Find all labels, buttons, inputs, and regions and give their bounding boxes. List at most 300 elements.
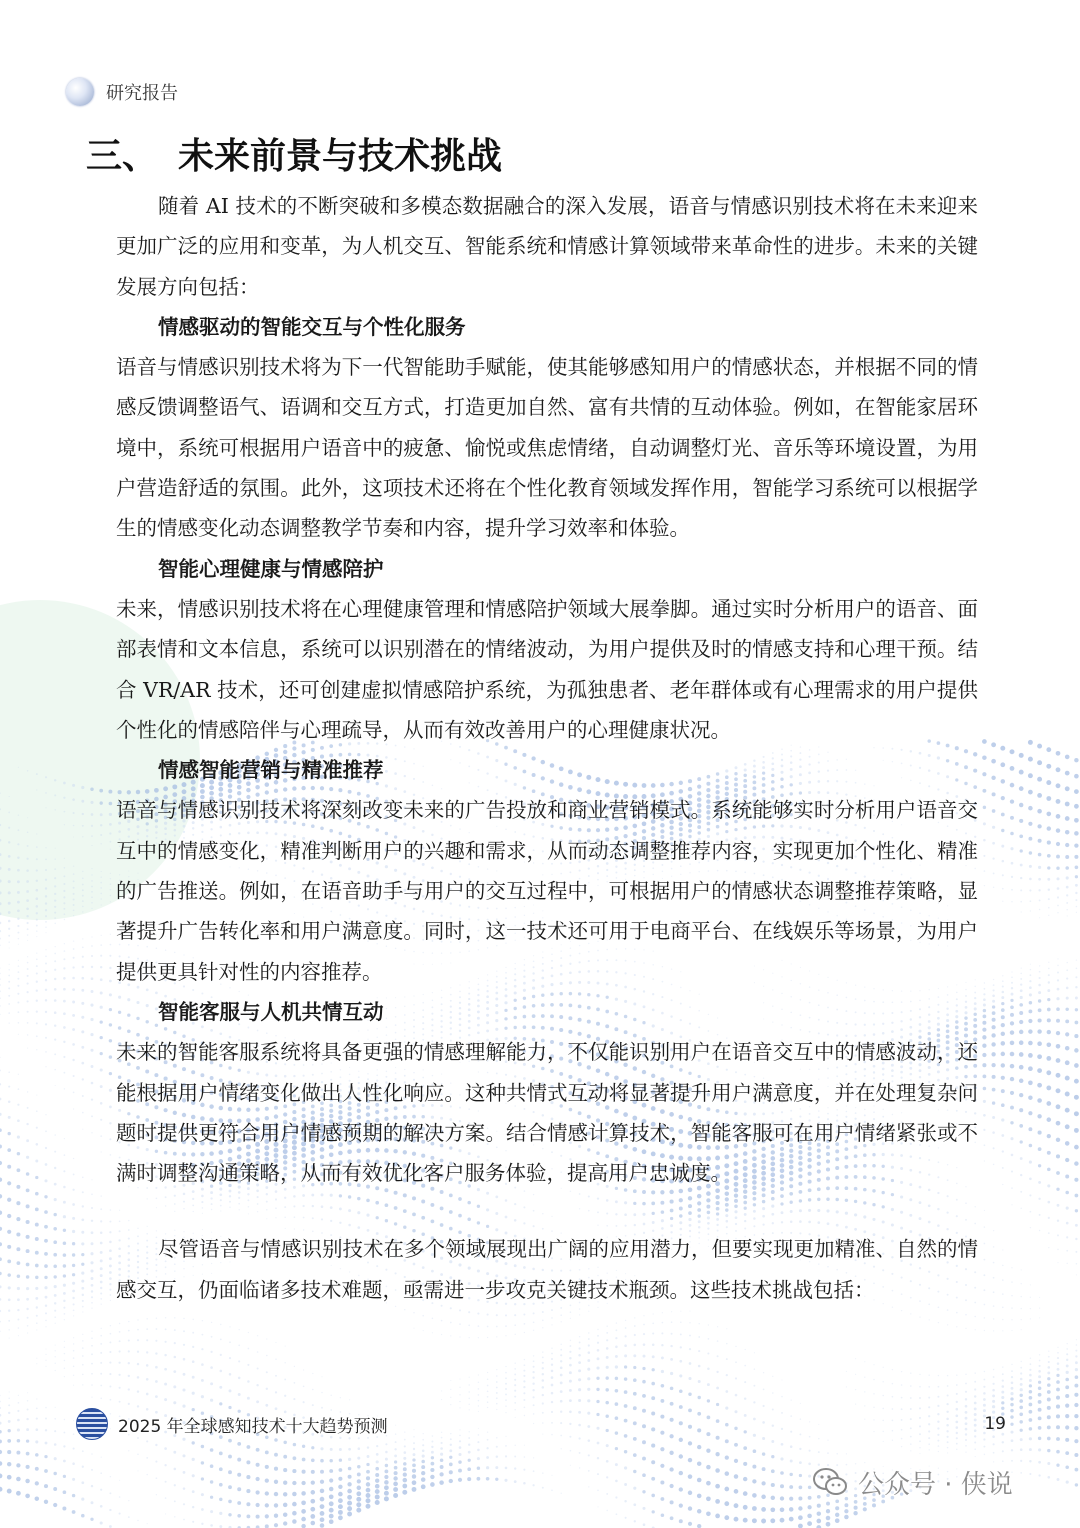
wave-dot [1057,1249,1059,1251]
wave-dot [1047,826,1051,830]
wave-dot [91,945,93,947]
wave-dot [211,1322,212,1323]
wave-dot [18,1034,19,1035]
wave-dot [17,978,19,980]
wave-dot [855,1358,856,1359]
wave-dot [72,1264,75,1267]
wave-dot [54,1316,56,1318]
wave-dot [1057,1234,1059,1236]
wave-dot [1065,855,1069,859]
wave-dot [82,946,84,948]
wave-dot [45,1023,47,1025]
wave-dot [1057,965,1059,967]
wave-dot [16,1247,20,1251]
wave-dot [91,1231,94,1234]
wave-dot [956,1374,957,1375]
wave-dot [450,1335,451,1336]
wave-dot [26,899,29,902]
wave-dot [1002,1319,1003,1320]
wave-dot [63,988,66,991]
wave-dot [109,1122,111,1124]
wave-dot [524,1332,525,1333]
wave-dot [1010,1005,1014,1009]
wave-dot [91,835,93,837]
wave-dot [1000,762,1005,767]
wave-dot [27,983,29,985]
wave-dot [110,1333,112,1335]
wave-dot [35,1176,38,1179]
wave-dot [100,1135,102,1137]
wave-dot [1056,751,1061,756]
wave-dot [0,1057,1,1058]
wave-dot [616,1322,617,1323]
wave-dot [991,776,995,780]
wave-dot [588,1332,589,1333]
wave-dot [27,962,29,964]
wave-dot [63,797,65,799]
wave-dot [45,909,47,911]
wave-dot [1039,1317,1040,1318]
wave-dot [1057,958,1058,959]
wave-dot [81,1062,84,1065]
wave-dot [992,857,994,859]
wave-dot [1020,1191,1022,1193]
wave-dot [17,1261,21,1265]
wave-dot [1021,1269,1022,1270]
wave-dot [992,995,995,998]
wave-dot [91,1284,94,1287]
wave-dot [27,1048,28,1049]
wave-dot [26,890,29,893]
wave-dot [1002,975,1003,976]
wave-dot [606,1325,607,1326]
wave-dot [7,1230,11,1234]
wave-dot [1021,1319,1022,1320]
wave-dot [109,1221,111,1223]
wave-dot [17,932,19,934]
wave-dot [72,1203,75,1206]
wave-dot [100,1287,102,1289]
wave-dot [1002,980,1004,982]
wave-dot [63,1292,66,1295]
wave-dot [100,1274,103,1277]
wave-dot [27,832,29,834]
wave-dot [8,1086,10,1088]
wave-dot [100,1335,102,1337]
wave-dot [901,1310,902,1311]
wave-dot [524,1323,526,1325]
wave-dot [1076,912,1077,913]
wave-dot [27,1107,29,1109]
wave-dot [101,904,102,905]
wave-dot [1001,1076,1005,1080]
wave-dot [680,1311,681,1312]
wave-dot [1029,1144,1033,1148]
wave-dot [1002,1167,1004,1169]
wave-dot [36,959,38,961]
wave-dot [929,1375,930,1376]
wave-dot [992,842,995,845]
wave-dot [1011,993,1014,996]
wave-dot [53,1265,57,1269]
wave-dot [82,1334,83,1335]
wave-dot [36,1035,38,1037]
wave-dot [36,919,38,921]
wave-dot [1048,1217,1050,1219]
wave-dot [73,873,75,875]
wave-dot [1020,1174,1022,1176]
wave-dot [551,1324,552,1325]
wave-dot [54,1069,56,1071]
wave-dot [64,1088,65,1089]
wave-dot [72,988,75,991]
wave-dot [1066,1236,1068,1238]
wave-dot [1075,986,1077,988]
wave-dot [64,913,66,915]
wave-dot [505,1335,506,1336]
wave-dot [1047,878,1050,881]
wave-dot [1002,985,1004,987]
wave-dot [8,981,10,983]
wave-dot [947,1324,948,1325]
wave-dot [44,1239,48,1243]
wave-dot [496,1336,497,1337]
wave-dot [1019,1030,1023,1034]
wave-dot [36,1000,38,1002]
wave-dot [1037,1098,1042,1103]
wave-dot [0,978,1,980]
wave-dot [1029,986,1032,989]
wave-dot [1002,1184,1003,1185]
wave-dot [9,947,10,948]
wave-dot [1056,877,1059,880]
wave-dot [1047,1151,1051,1155]
wave-dot [579,1336,580,1337]
wave-dot [982,1053,986,1057]
wave-dot [72,1297,74,1299]
wave-dot [110,883,112,885]
wave-dot [1028,1080,1033,1085]
wave-dot [1038,991,1041,994]
wave-dot [8,868,11,871]
wave-dot [1038,999,1041,1002]
wave-dot [1020,996,1023,999]
wave-dot [1001,779,1006,784]
wave-dot [82,889,84,891]
wave-dot [560,1344,561,1345]
wave-dot [248,1332,249,1333]
wave-dot [1028,740,1033,745]
wave-dot [100,824,102,826]
wave-dot [17,918,19,920]
wave-dot [45,792,47,794]
wave-dot [82,1306,84,1308]
wave-dot [984,1330,985,1331]
wave-dot [1011,901,1012,902]
wave-dot [1056,814,1061,819]
wave-dot [1002,901,1003,902]
wave-dot [1074,818,1079,823]
wave-dot [110,1325,111,1326]
wave-dot [0,1331,1,1332]
wave-dot [1066,886,1069,889]
wave-dot [1065,866,1069,870]
wave-dot [119,1323,120,1324]
wave-dot [63,875,65,877]
wave-dot [1030,964,1031,965]
wave-dot [54,779,56,781]
wave-dot [1002,874,1004,876]
wave-dot [35,1297,38,1300]
wave-dot [1048,962,1049,963]
wave-dot [1019,1079,1024,1084]
wave-dot [0,1128,2,1132]
wave-dot [45,1011,47,1013]
wave-dot [1029,1177,1032,1180]
wave-dot [1010,1077,1014,1081]
wave-dot [588,1311,589,1312]
wave-dot [100,1020,103,1023]
wave-dot [1075,1021,1079,1025]
wave-dot [82,884,84,886]
wave-dot [81,1253,84,1256]
wave-dot [1074,1063,1079,1068]
wave-dot [1028,1041,1033,1046]
wave-dot [90,1049,93,1052]
wave-dot [8,995,10,997]
wave-dot [8,941,10,943]
wave-dot [45,949,46,950]
wave-dot [487,1337,488,1338]
wave-dot [1001,845,1004,848]
wave-dot [1057,1219,1059,1221]
wave-dot [1037,824,1041,828]
wave-dot [478,1325,480,1327]
wave-dot [0,930,1,932]
wave-dot [36,981,38,983]
wave-dot [1056,1044,1061,1049]
wave-dot [100,944,102,946]
wave-dot [965,1374,966,1375]
wave-dot [1039,1354,1040,1355]
wave-dot [1075,892,1077,894]
wave-dot [17,1104,19,1106]
wave-dot [137,1319,138,1320]
wave-dot [110,841,112,843]
wave-dot [1038,1181,1041,1184]
wave-dot [0,1161,2,1165]
wave-dot [1065,755,1070,760]
wave-dot [542,1319,544,1321]
wave-dot [1039,971,1041,973]
wave-dot [1047,1117,1052,1122]
wave-dot [155,1328,157,1330]
wave-dot [1029,889,1031,891]
wave-dot [1075,976,1077,978]
wave-dot [984,1160,985,1161]
wave-dot [1010,766,1015,771]
wave-dot [1002,860,1005,863]
wave-dot [54,1294,57,1297]
wave-dot [109,1289,111,1291]
wave-dot [1001,1063,1005,1067]
wave-dot [1019,1108,1023,1112]
wave-dot [45,902,47,904]
wave-dot [1001,1002,1004,1005]
wave-dot [1028,1053,1033,1058]
wave-dot [1075,865,1079,869]
wave-dot [100,1068,103,1071]
wave-dot [1021,968,1022,969]
wave-dot [82,1205,84,1207]
wave-dot [982,1028,986,1032]
wave-dot [82,825,84,827]
wave-dot [82,836,83,837]
wave-dot [1047,989,1050,992]
wave-dot [8,1320,10,1322]
wave-dot [983,1015,987,1019]
wave-dot [81,1046,84,1049]
wave-dot [533,1330,534,1331]
wave-dot [73,1092,75,1094]
wave-dot [17,880,20,883]
wave-dot [1075,1008,1078,1011]
wave-dot [63,1170,65,1172]
wave-dot [1057,988,1060,991]
wave-dot [17,1319,19,1321]
wave-dot [45,989,47,991]
wave-dot [892,1369,893,1370]
wave-dot [1074,758,1078,762]
wave-dot [965,1314,967,1316]
wave-dot [63,1215,66,1218]
wave-dot [26,1287,29,1290]
wave-dot [100,813,103,816]
wave-dot [73,1337,74,1338]
wave-dot [63,1300,65,1302]
wave-dot [36,1143,39,1146]
wave-dot [54,1183,57,1186]
wave-dot [1039,899,1041,901]
wave-dot [1010,1021,1014,1025]
wave-dot [1039,965,1040,966]
wave-dot [1028,1095,1032,1099]
wave-dot [26,915,28,917]
wave-dot [524,1359,525,1360]
wave-dot [1056,1138,1060,1142]
wave-dot [1011,1319,1012,1320]
wave-dot [1046,812,1051,817]
wave-dot [17,909,20,912]
wave-dot [1074,831,1079,836]
wave-dot [36,1095,37,1096]
wave-dot [1076,1274,1077,1275]
wave-dot [1019,1020,1023,1024]
wave-dot [109,1271,112,1274]
wave-dot [982,772,986,776]
wave-dot [993,1330,994,1331]
wave-dot [110,873,111,874]
wave-dot [8,1003,10,1005]
wave-dot [413,1312,414,1313]
wave-dot [1020,1157,1023,1160]
wave-dot [9,796,10,797]
wave-dot [983,822,986,825]
wave-dot [1056,1031,1060,1035]
wave-dot [1028,837,1032,841]
wave-dot [1057,905,1059,907]
wave-dot [81,1280,84,1283]
wave-dot [45,979,47,981]
wave-dot [982,1021,986,1025]
wave-dot [81,1242,84,1245]
wave-dot [1011,982,1013,984]
wave-dot [864,1361,865,1362]
wave-dot [55,1323,56,1324]
wave-dot [423,1330,424,1331]
wave-dot [0,973,1,974]
wave-dot [1047,1043,1052,1048]
wave-dot [17,1287,20,1290]
wave-dot [63,1000,66,1003]
wave-dot [496,1326,498,1328]
wave-dot [64,811,66,813]
wave-dot [1020,978,1022,980]
wave-dot [54,1024,56,1026]
wave-dot [109,1023,112,1026]
wave-dot [1047,1018,1051,1022]
wave-dot [91,1307,92,1308]
wave-dot [975,1329,976,1330]
wave-dot [82,966,84,968]
wave-dot [1065,1060,1070,1065]
wave-dot [202,1320,203,1321]
wave-dot [1030,910,1031,911]
wave-dot [91,955,93,957]
wave-dot [109,1008,112,1011]
wave-dot [1066,909,1067,910]
wave-dot [597,1329,598,1330]
wave-dot [72,1290,75,1293]
wave-dot [27,1317,29,1319]
wave-dot [991,1042,995,1046]
wave-dot [982,1063,986,1067]
wave-dot [1075,1238,1077,1240]
wave-dot [82,1311,83,1312]
wave-dot [81,1231,84,1234]
wave-dot [984,1371,985,1372]
wave-dot [8,812,10,814]
wave-dot [487,1314,489,1316]
wave-dot [983,806,986,809]
wave-dot [1065,830,1070,835]
wave-dot [26,1139,29,1142]
wave-dot [17,891,20,894]
wave-dot [285,1346,286,1347]
wave-dot [27,922,29,924]
wave-dot [1038,1018,1042,1022]
wave-dot [1020,864,1023,867]
wave-dot [7,1245,11,1249]
wave-dot [1074,1034,1078,1038]
wave-dot [1039,1308,1040,1309]
wave-dot [1075,997,1078,1000]
wave-dot [17,829,19,831]
wave-dot [1029,1194,1031,1196]
wave-dot [91,880,93,882]
wave-dot [82,1078,84,1080]
wave-dot [54,1134,56,1136]
